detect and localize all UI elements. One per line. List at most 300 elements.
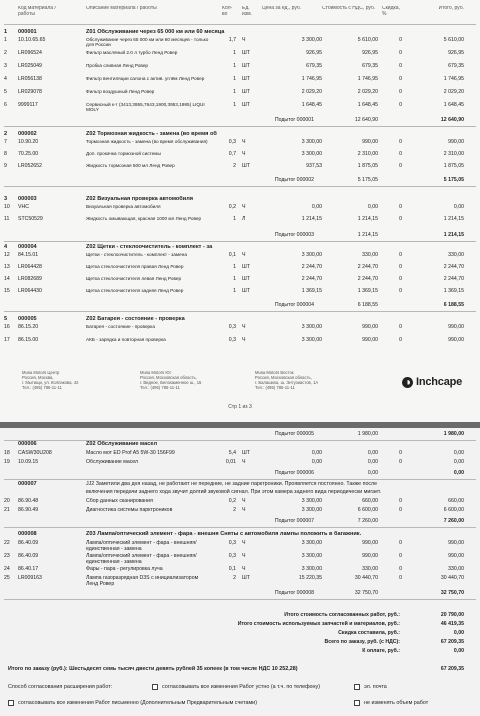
cell-code: 86.40.09 xyxy=(18,553,39,559)
cell-code: 84.15.01 xyxy=(18,252,39,258)
cell-unit: Ч xyxy=(242,204,246,210)
section-heading xyxy=(0,131,480,138)
total-in-words-value: 67 209,35 xyxy=(440,666,464,672)
total-label: Скидка составила, руб.: xyxy=(338,630,400,636)
subtotal-label: Подытог 000008 xyxy=(274,590,314,596)
section-heading xyxy=(0,531,480,538)
cell-total: 1 648,45 xyxy=(443,102,464,108)
cell-no: 9 xyxy=(4,163,7,169)
cell-price: 0,00 xyxy=(311,450,322,456)
cell-unit: ШТ xyxy=(242,63,250,69)
cell-cost: 0,00 xyxy=(367,204,378,210)
subtotal-total: 7 260,00 xyxy=(443,518,464,524)
cell-disc: 0 xyxy=(399,540,402,546)
subtotal-row xyxy=(0,518,480,525)
cell-cost: 5 610,00 xyxy=(357,37,378,43)
cell-price: 15 220,35 xyxy=(298,575,322,581)
cell-total: 0,00 xyxy=(453,459,464,465)
cell-total: 2 029,20 xyxy=(443,89,464,95)
cell-total: 330,00 xyxy=(448,566,464,572)
total-value: 67 209,35 xyxy=(440,639,464,645)
footer-address-3: Musa Motors Восток Россия, Московская область, г. Балашиха, ш. Энтузиастов, 1А Тел.: (495) 785-11-11 xyxy=(255,370,319,390)
section-heading xyxy=(0,316,480,323)
cell-disc: 0 xyxy=(399,450,402,456)
subtotal-cost: 1 214,15 xyxy=(357,232,378,238)
approve-in-writing-checkbox[interactable] xyxy=(8,700,14,706)
divider xyxy=(4,241,476,242)
cell-total: 1 875,05 xyxy=(443,163,464,169)
cell-desc: Щетка стеклоочистителя задняя Ленд Ровер xyxy=(86,288,184,293)
cell-unit: ШТ xyxy=(242,575,250,581)
header-cost: Стоимость с НДС, руб. xyxy=(322,6,376,11)
section-heading xyxy=(0,29,480,36)
header-desc: Описание материала / работы xyxy=(86,6,157,11)
cell-total: 660,00 xyxy=(448,498,464,504)
cell-code: VHC xyxy=(18,204,29,210)
cell-unit: ШТ xyxy=(242,288,250,294)
subtotal-cost: 1 980,00 xyxy=(357,431,378,437)
cell-desc: Визуальная проверка автомобиля xyxy=(86,204,161,209)
cell-cost: 990,00 xyxy=(362,139,378,145)
cell-desc: Диагностика системы парктроников xyxy=(86,507,173,513)
cell-disc: 0 xyxy=(399,324,402,330)
cell-total: 1 746,95 xyxy=(443,76,464,82)
cell-code: 86.15.00 xyxy=(18,337,39,343)
cell-cost: 0,00 xyxy=(367,450,378,456)
section-number: 1 xyxy=(4,29,8,35)
cell-no: 23 xyxy=(4,553,10,559)
subtotal-row xyxy=(0,302,480,309)
subtotal-cost: 32 750,70 xyxy=(354,590,378,596)
total-line xyxy=(0,612,480,620)
table-row xyxy=(0,89,480,102)
cell-no: 7 xyxy=(4,139,7,145)
section-code: 000003 xyxy=(18,196,37,202)
cell-unit: Ч xyxy=(242,139,246,145)
cell-price: 3 300,00 xyxy=(301,151,322,157)
cell-disc: 0 xyxy=(399,139,402,145)
approve-verbally-checkbox[interactable] xyxy=(152,684,158,690)
cell-desc: Обслуживание масел xyxy=(86,459,139,465)
cell-desc: АКБ - зарядка и повторная проверка xyxy=(86,337,166,342)
cell-unit: ШТ xyxy=(242,76,250,82)
table-row xyxy=(0,37,480,50)
table-row xyxy=(0,498,480,507)
cell-disc: 0 xyxy=(399,264,402,270)
section-code: 000001 xyxy=(18,29,37,35)
cell-cost: 1 214,15 xyxy=(357,216,378,222)
cell-price: 1 369,15 xyxy=(301,288,322,294)
cell-price: 3 300,00 xyxy=(301,324,322,330)
cell-qty: 1 xyxy=(233,288,236,294)
cell-desc: Жидкость омывающая, красная 1000 мл Ленд Ровер xyxy=(86,216,202,221)
cell-no: 11 xyxy=(4,216,10,222)
cell-cost: 1 746,95 xyxy=(357,76,378,82)
cell-desc: Фильтр вентиляции салона с актив. углём Ленд Ровер xyxy=(86,76,205,81)
total-value: 0,00 xyxy=(453,648,464,654)
cell-cost: 6 600,00 xyxy=(357,507,378,513)
subtotal-cost: 6 188,55 xyxy=(357,302,378,308)
total-line xyxy=(0,648,480,656)
section-heading xyxy=(0,481,480,488)
subtotal-label: Подытог 000005 xyxy=(274,431,314,437)
cell-desc: Тормозная жидкость - замена (во время обслуживания) xyxy=(86,139,208,144)
cell-desc: Фильтр воздушный Ленд Ровер xyxy=(86,89,155,94)
cell-no: 25 xyxy=(4,575,10,581)
cell-unit: ШТ xyxy=(242,450,250,456)
cell-price: 3 300,00 xyxy=(301,507,322,513)
inchcape-logo-icon xyxy=(402,377,413,388)
total-label: Итого стоимость согласованных работ, руб.: xyxy=(284,612,400,618)
approval-method-label: Способ согласования расширения работ: xyxy=(8,684,113,690)
cell-qty: 2 xyxy=(233,575,236,581)
cell-price: 1 648,45 xyxy=(301,102,322,108)
no-scope-change-checkbox[interactable] xyxy=(354,700,360,706)
cell-desc: Щетка стеклоочистителя правая Ленд Ровер xyxy=(86,264,184,269)
cell-qty: 1 xyxy=(233,50,236,56)
cell-cost: 990,00 xyxy=(362,337,378,343)
cell-no: 22 xyxy=(4,540,10,546)
cell-unit: Ч xyxy=(242,151,246,157)
cell-price: 3 300,00 xyxy=(301,37,322,43)
cell-qty: 1 xyxy=(233,216,236,222)
cell-price: 2 244,70 xyxy=(301,276,322,282)
cell-disc: 0 xyxy=(399,50,402,56)
no-scope-change-label: не изменять объем работ xyxy=(364,700,429,706)
cell-no: 5 xyxy=(4,89,7,95)
header-disc: Скидка, % xyxy=(382,6,400,17)
table-row xyxy=(0,252,480,264)
cell-cost: 990,00 xyxy=(362,540,378,546)
cell-code: LR064428 xyxy=(18,264,42,270)
cell-no: 6 xyxy=(4,102,7,108)
cell-qty: 0,7 xyxy=(228,151,236,157)
cell-disc: 0 xyxy=(399,151,402,157)
cell-disc: 0 xyxy=(399,276,402,282)
total-value: 0,00 xyxy=(453,630,464,636)
cell-unit: Ч xyxy=(242,553,246,559)
subtotal-label: Подытог 000004 xyxy=(274,302,314,308)
cell-no: 4 xyxy=(4,76,7,82)
table-row xyxy=(0,63,480,76)
cell-unit: Ч xyxy=(242,540,246,546)
cell-total: 1 369,15 xyxy=(443,288,464,294)
cell-desc: Фильтр масляный 2.0 л турбо Ленд Ровер xyxy=(86,50,178,55)
inchcape-logo-text: Inchcape xyxy=(416,376,463,388)
section-number: 3 xyxy=(4,196,8,202)
cell-desc: Жидкость тормозная 500 мл Ленд Ровер xyxy=(86,163,175,168)
table-row xyxy=(0,575,480,588)
invoice-page-2 xyxy=(0,428,480,716)
subtotal-total: 32 750,70 xyxy=(440,590,464,596)
table-row xyxy=(0,507,480,516)
cell-qty: 0,3 xyxy=(228,139,236,145)
cell-cost: 30 440,70 xyxy=(354,575,378,581)
cell-unit: Л xyxy=(242,216,246,222)
cell-unit: Ч xyxy=(242,37,246,43)
header-code: Код материала / работы xyxy=(18,6,56,17)
section-title-line-2: включения передачи заднего хода звучит долгий звуковой сигнал. При этом камера заднего вида периодически мигает. xyxy=(86,489,382,495)
cell-desc: Лампа/оптический элемент - фара - внешняя/единственная - замена xyxy=(86,540,197,552)
cell-qty: 0,2 xyxy=(228,204,236,210)
subtotal-total: 0,00 xyxy=(453,470,464,476)
cell-code: LR096524 xyxy=(18,50,42,56)
subtotal-row xyxy=(0,470,480,477)
cell-code: 9999117 xyxy=(18,102,38,108)
cell-cost: 330,00 xyxy=(362,252,378,258)
cell-price: 3 300,00 xyxy=(301,498,322,504)
cell-unit: ШТ xyxy=(242,276,250,282)
cell-total: 2 244,70 xyxy=(443,276,464,282)
cell-desc: Щетки - стеклоочиститель - комплект - замена xyxy=(86,252,187,257)
cell-code: 86.40.09 xyxy=(18,540,39,546)
subtotal-row xyxy=(0,232,480,239)
cell-cost: 1 875,05 xyxy=(357,163,378,169)
cell-price: 1 746,95 xyxy=(301,76,322,82)
cell-price: 3 300,00 xyxy=(301,337,322,343)
cell-total: 6 600,00 xyxy=(443,507,464,513)
table-row xyxy=(0,139,480,151)
cell-price: 3 300,00 xyxy=(301,139,322,145)
subtotal-cost: 12 640,90 xyxy=(354,117,378,123)
cell-desc: Фары - пара - регулировка луча xyxy=(86,566,163,572)
total-in-words-text: Итого по заказу (руб.): Шестьдесят семь тысяч двести девять рублей 35 копеек (в том числе НДС 10 252,28) xyxy=(8,666,298,672)
cell-disc: 0 xyxy=(399,288,402,294)
subtotal-row xyxy=(0,431,480,438)
cell-desc: Щетка стеклоочистителя левая Ленд Ровер xyxy=(86,276,182,281)
cell-code: 86.90.48 xyxy=(18,498,39,504)
cell-qty: 2 xyxy=(233,507,236,513)
cell-price: 3 300,00 xyxy=(301,252,322,258)
cell-disc: 0 xyxy=(399,566,402,572)
section-code: 000002 xyxy=(18,131,37,137)
cell-total: 990,00 xyxy=(448,540,464,546)
cell-disc: 0 xyxy=(399,76,402,82)
cell-no: 18 xyxy=(4,450,10,456)
table-header xyxy=(0,6,480,22)
section-heading xyxy=(0,441,480,448)
cell-code: CASW30U208 xyxy=(18,450,52,456)
subtotal-total: 6 188,55 xyxy=(443,302,464,308)
cell-disc: 0 xyxy=(399,575,402,581)
section-number: 5 xyxy=(4,316,8,322)
cell-qty: 1 xyxy=(233,63,236,69)
subtotal-label: Подытог 000007 xyxy=(274,518,314,524)
table-row xyxy=(0,204,480,216)
cell-cost: 0,00 xyxy=(367,459,378,465)
cell-qty: 0,2 xyxy=(228,498,236,504)
total-line xyxy=(0,639,480,647)
table-row xyxy=(0,102,480,115)
footer-address-2: Musa Motors Юг Россия, Московская область, г. Видное, Белокаменное ш., 15 Тел.: (495) 785-11-11 xyxy=(140,370,202,390)
cell-qty: 5,4 xyxy=(228,450,236,456)
section-number: 2 xyxy=(4,131,8,137)
cell-no: 19 xyxy=(4,459,10,465)
section-code: 000006 xyxy=(18,441,37,447)
subtotal-total: 1 214,15 xyxy=(443,232,464,238)
cell-qty: 0,01 xyxy=(225,459,236,465)
cell-price: 3 300,00 xyxy=(301,540,322,546)
cell-no: 2 xyxy=(4,50,7,56)
cell-price: 2 029,20 xyxy=(301,89,322,95)
section-heading xyxy=(0,244,480,251)
cell-desc: Сервисный к-т (3413,3955,7643,1900,3953,1985) LIQUI MOLY xyxy=(86,102,205,113)
cell-qty: 1 xyxy=(233,276,236,282)
cell-qty: 0,1 xyxy=(228,566,236,572)
header-unit: Ед. изм. xyxy=(242,6,252,17)
cell-no: 24 xyxy=(4,566,10,572)
subtotal-row xyxy=(0,117,480,124)
cell-code: LR025049 xyxy=(18,63,42,69)
approve-email-checkbox[interactable] xyxy=(354,684,360,690)
cell-desc: Пробка сливная Ленд Ровер xyxy=(86,63,149,68)
cell-qty: 1 xyxy=(233,89,236,95)
cell-unit: ШТ xyxy=(242,264,250,270)
approve-verbally-label: согласовывать все изменения Работ устно (а т.ч. по телефону) xyxy=(162,684,321,690)
cell-price: 1 214,15 xyxy=(301,216,322,222)
cell-no: 12 xyxy=(4,252,10,258)
section-title: Z02 Визуальная проверка автомобиля xyxy=(86,196,194,202)
cell-qty: 0,3 xyxy=(228,324,236,330)
cell-desc: Обслуживание через 65 000 км или 60 месяцев - только для России xyxy=(86,37,209,48)
table-row xyxy=(0,450,480,459)
cell-unit: Ч xyxy=(242,324,246,330)
page-number: Стр 1 из 3 xyxy=(228,404,252,410)
cell-cost: 2 310,00 xyxy=(357,151,378,157)
cell-code: LR029078 xyxy=(18,89,42,95)
section-title-line-1: JJ2 Заметили два дня назад, не работают не передние, не задние парктроники. Проявляется постоянно. Также после xyxy=(86,481,378,487)
cell-desc: Лампа газоразрядная D3S с инициализатором Ленд Ровер xyxy=(86,575,199,587)
cell-code: LR009163 xyxy=(18,575,42,581)
section-title: Z02 Тормозная жидкость - замена (во время об xyxy=(86,131,217,137)
cell-unit: ШТ xyxy=(242,102,250,108)
table-row xyxy=(0,337,480,350)
subtotal-total: 1 980,00 xyxy=(443,431,464,437)
cell-no: 3 xyxy=(4,63,7,69)
cell-qty: 2 xyxy=(233,163,236,169)
subtotal-cost: 5 175,05 xyxy=(357,177,378,183)
section-code: 000007 xyxy=(18,481,37,487)
section-code: 000008 xyxy=(18,531,37,537)
cell-code: LR056138 xyxy=(18,76,42,82)
cell-disc: 0 xyxy=(399,337,402,343)
cell-cost: 2 029,20 xyxy=(357,89,378,95)
section-title: Z02 Обслуживание масел xyxy=(86,441,158,447)
cell-total: 0,00 xyxy=(453,204,464,210)
footer-address-1: Musa Motors Центр Россия, Москва, г. Мытищи, ул. Колпакова, 42 Тел.: (495) 785-11-11 xyxy=(22,370,79,390)
subtotal-row xyxy=(0,590,480,597)
cell-price: 0,00 xyxy=(311,459,322,465)
cell-unit: ШТ xyxy=(242,89,250,95)
cell-code: 10.10.65.65 xyxy=(18,37,46,43)
cell-disc: 0 xyxy=(399,216,402,222)
cell-disc: 0 xyxy=(399,89,402,95)
divider xyxy=(4,599,476,600)
cell-total: 926,95 xyxy=(448,50,464,56)
table-row xyxy=(0,276,480,288)
cell-price: 679,35 xyxy=(306,63,322,69)
cell-total: 1 214,15 xyxy=(443,216,464,222)
subtotal-cost: 0,00 xyxy=(367,470,378,476)
cell-cost: 660,00 xyxy=(362,498,378,504)
cell-desc: Сбор данных сканирования xyxy=(86,498,153,504)
cell-disc: 0 xyxy=(399,63,402,69)
cell-unit: Ч xyxy=(242,498,246,504)
section-code: 000005 xyxy=(18,316,37,322)
cell-no: 20 xyxy=(4,498,10,504)
section-title: Z01 Обслуживание через 65 000 км или 60 месяца xyxy=(86,29,225,35)
cell-code: 86.40.17 xyxy=(18,566,39,572)
total-label: Всего по заказу, руб. (с НДС): xyxy=(324,639,400,645)
header-price: Цена за ед., руб. xyxy=(262,6,302,11)
table-row xyxy=(0,566,480,575)
cell-disc: 0 xyxy=(399,498,402,504)
cell-disc: 0 xyxy=(399,459,402,465)
cell-cost: 1 369,15 xyxy=(357,288,378,294)
table-row xyxy=(0,288,480,300)
total-label: К оплате, руб.: xyxy=(362,648,400,654)
cell-code: LR064430 xyxy=(18,288,42,294)
total-line xyxy=(0,621,480,629)
cell-disc: 0 xyxy=(399,163,402,169)
cell-price: 937,53 xyxy=(306,163,322,169)
cell-disc: 0 xyxy=(399,37,402,43)
cell-total: 990,00 xyxy=(448,324,464,330)
header-qty: Кол-во xyxy=(222,6,233,17)
divider xyxy=(4,24,476,25)
cell-price: 926,95 xyxy=(306,50,322,56)
cell-total: 5 610,00 xyxy=(443,37,464,43)
cell-total: 2 310,00 xyxy=(443,151,464,157)
total-in-words xyxy=(0,666,480,674)
cell-qty: 0,3 xyxy=(228,540,236,546)
section-title: Z02 Щетки - стеклоочиститель - комплект - за xyxy=(86,244,213,250)
cell-disc: 0 xyxy=(399,102,402,108)
cell-total: 679,35 xyxy=(448,63,464,69)
cell-price: 2 244,70 xyxy=(301,264,322,270)
cell-code: LR082689 xyxy=(18,276,42,282)
table-row xyxy=(0,216,480,230)
cell-qty: 1 xyxy=(233,264,236,270)
cell-cost: 330,00 xyxy=(362,566,378,572)
cell-code: 10.09.15 xyxy=(18,459,39,465)
cell-no: 8 xyxy=(4,151,7,157)
total-value: 46 419,35 xyxy=(440,621,464,627)
table-row xyxy=(0,151,480,163)
cell-code: 86.15.20 xyxy=(18,324,39,330)
total-label: Итого стоимость используемых запчастей и материалов, руб.: xyxy=(237,621,400,627)
cell-qty: 0,3 xyxy=(228,553,236,559)
cell-disc: 0 xyxy=(399,507,402,513)
section-number: 4 xyxy=(4,244,8,250)
divider xyxy=(4,479,476,480)
divider xyxy=(4,126,476,127)
cell-no: 1 xyxy=(4,37,7,43)
cell-desc: Лампа/оптический элемент - фара - внешняя/единственная - замена xyxy=(86,553,197,565)
total-line xyxy=(0,630,480,638)
cell-total: 0,00 xyxy=(453,450,464,456)
cell-qty: 1,7 xyxy=(228,37,236,43)
subtotal-label: Подытог 000003 xyxy=(274,232,314,238)
cell-no: 14 xyxy=(4,276,10,282)
subtotal-label: Подытог 000006 xyxy=(274,470,314,476)
cell-unit: ШТ xyxy=(242,163,250,169)
cell-no: 21 xyxy=(4,507,10,513)
divider xyxy=(4,527,476,528)
cell-disc: 0 xyxy=(399,553,402,559)
section-code: 000004 xyxy=(18,244,37,250)
cell-total: 990,00 xyxy=(448,337,464,343)
